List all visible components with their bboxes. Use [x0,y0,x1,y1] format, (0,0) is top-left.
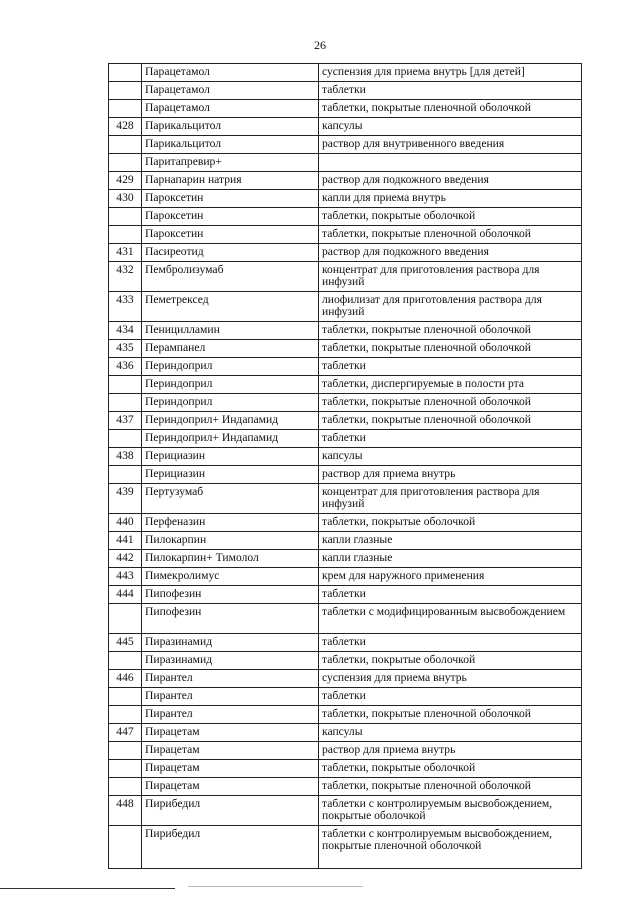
drug-name-cell: Пирантел [142,670,319,688]
row-number-cell [109,430,142,448]
footer-rule-faint [188,886,363,887]
row-number-cell [109,706,142,724]
dosage-form-cell: капли глазные [319,532,582,550]
drug-name-cell: Пирибедил [142,826,319,869]
dosage-form-cell [319,154,582,172]
row-number-cell [109,394,142,412]
dosage-form-cell: таблетки с контролируемым высвобождением, покрытые оболочкой [319,796,582,826]
dosage-form-cell: раствор для подкожного введения [319,172,582,190]
drug-name-cell: Пароксетин [142,208,319,226]
drug-name-cell: Периндоприл [142,358,319,376]
row-number-cell: 439 [109,484,142,514]
table-row [109,190,582,208]
dosage-form-cell: таблетки [319,358,582,376]
row-number-cell: 442 [109,550,142,568]
table-row [109,796,582,826]
drug-name-cell: Периндоприл+ Индапамид [142,430,319,448]
drug-name-cell: Паритапревир+ [142,154,319,172]
table-row [109,688,582,706]
table-row [109,484,582,514]
table-row [109,412,582,430]
dosage-form-cell: таблетки, покрытые оболочкой [319,760,582,778]
dosage-form-cell: таблетки [319,430,582,448]
dosage-form-cell: капсулы [319,118,582,136]
drug-name-cell: Парнапарин натрия [142,172,319,190]
row-number-cell: 446 [109,670,142,688]
row-number-cell [109,760,142,778]
table-row [109,358,582,376]
table-row [109,244,582,262]
row-number-cell: 447 [109,724,142,742]
dosage-form-cell: лиофилизат для приготовления раствора для инфузий [319,292,582,322]
table-row [109,208,582,226]
dosage-form-cell: таблетки [319,688,582,706]
row-number-cell: 443 [109,568,142,586]
drug-name-cell: Пипофезин [142,604,319,634]
table-row [109,634,582,652]
table-row [109,706,582,724]
row-number-cell: 429 [109,172,142,190]
row-number-cell: 435 [109,340,142,358]
table-row [109,292,582,322]
table-row [109,262,582,292]
row-number-cell [109,742,142,760]
dosage-form-cell: раствор для приема внутрь [319,742,582,760]
table-row [109,568,582,586]
dosage-form-cell: таблетки [319,634,582,652]
table-row [109,172,582,190]
row-number-cell [109,466,142,484]
dosage-form-cell: таблетки, покрытые пленочной оболочкой [319,226,582,244]
dosage-form-cell: раствор для приема внутрь [319,466,582,484]
dosage-form-cell: раствор для подкожного введения [319,244,582,262]
table-row [109,136,582,154]
table-row [109,550,582,568]
dosage-form-cell: таблетки, покрытые оболочкой [319,514,582,532]
row-number-cell [109,64,142,82]
drug-name-cell: Пирацетам [142,724,319,742]
row-number-cell: 441 [109,532,142,550]
drug-name-cell: Парацетамол [142,100,319,118]
drug-name-cell: Пасиреотид [142,244,319,262]
table-row [109,586,582,604]
drug-name-cell: Пирацетам [142,778,319,796]
footer-rule [0,888,175,889]
row-number-cell [109,82,142,100]
row-number-cell: 430 [109,190,142,208]
table-row [109,532,582,550]
table-row [109,670,582,688]
row-number-cell [109,604,142,634]
drug-name-cell: Пеницилламин [142,322,319,340]
row-number-cell [109,154,142,172]
dosage-form-cell: таблетки с контролируемым высвобождением, покрытые пленочной оболочкой [319,826,582,869]
row-number-cell: 434 [109,322,142,340]
row-number-cell [109,100,142,118]
row-number-cell [109,136,142,154]
dosage-form-cell: таблетки с модифицированным высвобождением [319,604,582,634]
dosage-form-cell: таблетки, покрытые пленочной оболочкой [319,778,582,796]
dosage-form-cell: таблетки, покрытые пленочной оболочкой [319,394,582,412]
row-number-cell [109,826,142,869]
dosage-form-cell: раствор для внутривенного введения [319,136,582,154]
table-row [109,760,582,778]
drug-name-cell: Пипофезин [142,586,319,604]
row-number-cell: 431 [109,244,142,262]
drug-name-cell: Перампанел [142,340,319,358]
drug-name-cell: Пертузумаб [142,484,319,514]
drug-name-cell: Пирацетам [142,742,319,760]
table-row [109,466,582,484]
dosage-form-cell: суспензия для приема внутрь [для детей] [319,64,582,82]
row-number-cell: 437 [109,412,142,430]
drug-name-cell: Парикальцитол [142,118,319,136]
row-number-cell: 444 [109,586,142,604]
drug-name-cell: Пароксетин [142,226,319,244]
table-row [109,394,582,412]
drug-name-cell: Периндоприл+ Индапамид [142,412,319,430]
table-row [109,604,582,634]
row-number-cell [109,652,142,670]
row-number-cell [109,376,142,394]
table-row [109,742,582,760]
row-number-cell: 448 [109,796,142,826]
row-number-cell: 433 [109,292,142,322]
dosage-form-cell: таблетки, покрытые оболочкой [319,652,582,670]
drug-name-cell: Периндоприл [142,376,319,394]
table-row [109,652,582,670]
dosage-form-cell: таблетки [319,82,582,100]
drug-name-cell: Пембролизумаб [142,262,319,292]
dosage-form-cell: таблетки, покрытые пленочной оболочкой [319,706,582,724]
row-number-cell: 436 [109,358,142,376]
medicines-table [108,63,582,869]
table-row [109,430,582,448]
row-number-cell [109,688,142,706]
row-number-cell [109,778,142,796]
dosage-form-cell: таблетки, покрытые пленочной оболочкой [319,412,582,430]
drug-name-cell: Перфеназин [142,514,319,532]
dosage-form-cell: таблетки, покрытые пленочной оболочкой [319,322,582,340]
drug-name-cell: Пирантел [142,706,319,724]
row-number-cell: 440 [109,514,142,532]
row-number-cell: 432 [109,262,142,292]
dosage-form-cell: таблетки, покрытые пленочной оболочкой [319,340,582,358]
drug-name-cell: Пиразинамид [142,634,319,652]
row-number-cell [109,208,142,226]
table-row [109,118,582,136]
drug-name-cell: Пимекролимус [142,568,319,586]
row-number-cell: 428 [109,118,142,136]
drug-name-cell: Пирибедил [142,796,319,826]
dosage-form-cell: таблетки [319,586,582,604]
drug-name-cell: Парикальцитол [142,136,319,154]
drug-name-cell: Пеметрексед [142,292,319,322]
dosage-form-cell: концентрат для приготовления раствора для инфузий [319,262,582,292]
drug-name-cell: Парацетамол [142,64,319,82]
table-row [109,826,582,869]
table-row [109,514,582,532]
table-row [109,154,582,172]
dosage-form-cell: таблетки, диспергируемые в полости рта [319,376,582,394]
dosage-form-cell: таблетки, покрытые оболочкой [319,208,582,226]
dosage-form-cell: капли для приема внутрь [319,190,582,208]
drug-name-cell: Пиразинамид [142,652,319,670]
drug-name-cell: Перициазин [142,448,319,466]
drug-name-cell: Пирантел [142,688,319,706]
table-row [109,448,582,466]
drug-name-cell: Парацетамол [142,82,319,100]
dosage-form-cell: суспензия для приема внутрь [319,670,582,688]
row-number-cell [109,226,142,244]
dosage-form-cell: капли глазные [319,550,582,568]
table-row [109,226,582,244]
drug-name-cell: Пароксетин [142,190,319,208]
drug-name-cell: Периндоприл [142,394,319,412]
dosage-form-cell: капсулы [319,448,582,466]
table-row [109,724,582,742]
table-row [109,64,582,82]
table-row [109,100,582,118]
drug-name-cell: Пилокарпин+ Тимолол [142,550,319,568]
dosage-form-cell: таблетки, покрытые пленочной оболочкой [319,100,582,118]
table-row [109,322,582,340]
table-row [109,376,582,394]
dosage-form-cell: концентрат для приготовления раствора для инфузий [319,484,582,514]
page-number: 26 [314,38,326,52]
dosage-form-cell: капсулы [319,724,582,742]
table-row [109,82,582,100]
row-number-cell: 445 [109,634,142,652]
table-row [109,778,582,796]
table-body [109,64,582,869]
dosage-form-cell: крем для наружного применения [319,568,582,586]
row-number-cell: 438 [109,448,142,466]
table-row [109,340,582,358]
drug-name-cell: Перициазин [142,466,319,484]
drug-name-cell: Пилокарпин [142,532,319,550]
drug-name-cell: Пирацетам [142,760,319,778]
